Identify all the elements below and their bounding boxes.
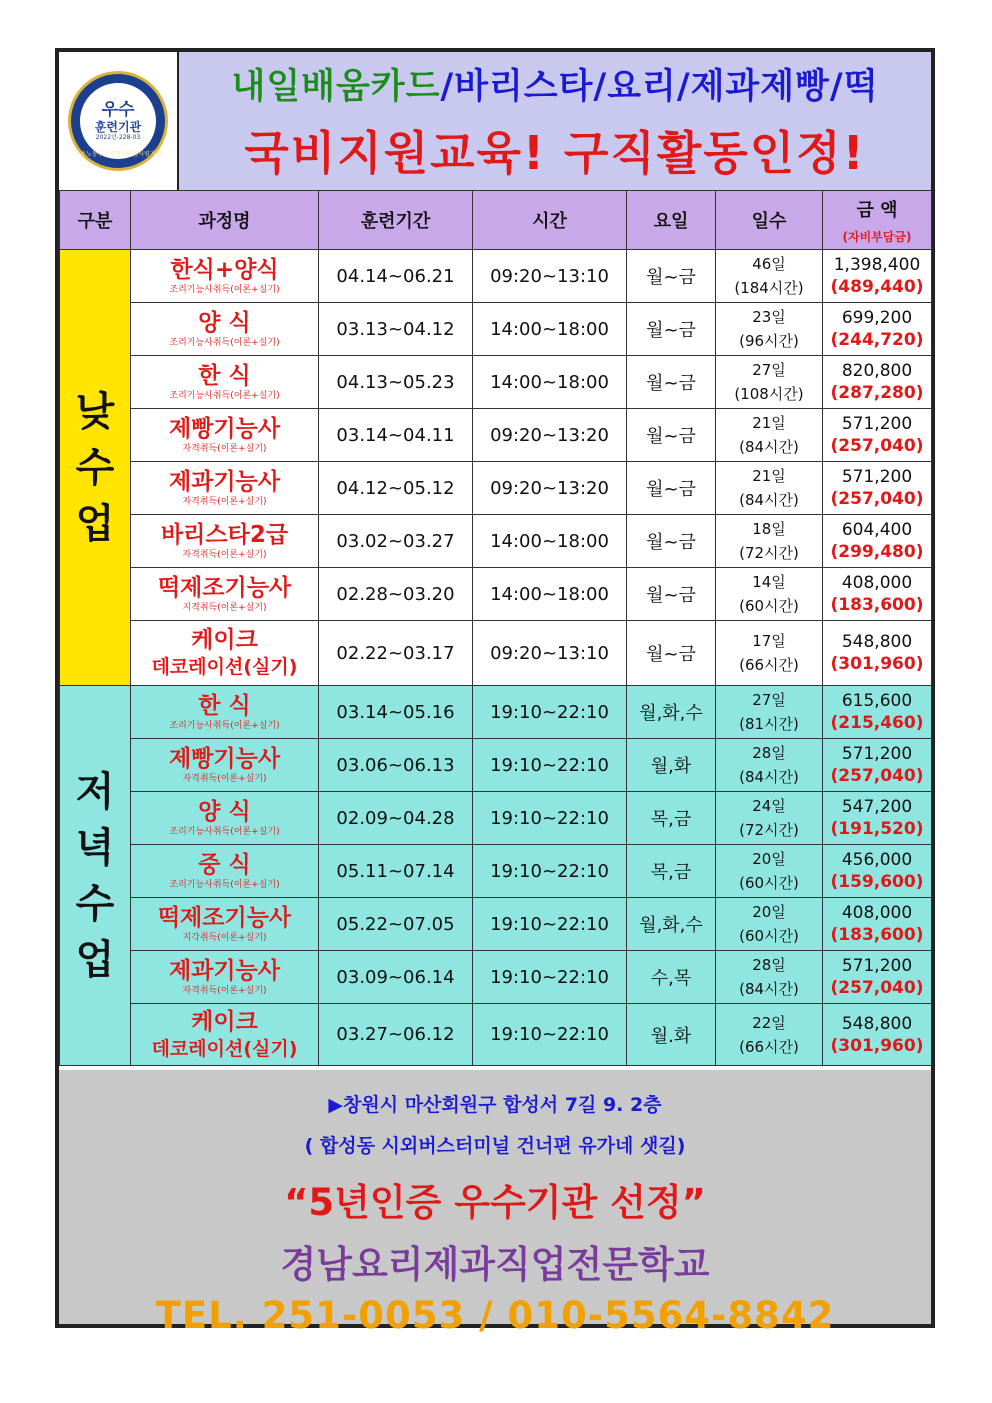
hours-count: (84시간) <box>739 980 799 998</box>
hours-count: (84시간) <box>739 438 799 456</box>
footer <box>59 1070 931 1337</box>
col-amount-label: 금 액 <box>856 199 898 221</box>
title-line1-part2: /바리스타/요리/제과제빵/떡 <box>440 67 879 107</box>
table-row <box>60 409 932 462</box>
days-cell <box>716 739 823 792</box>
course-sub: 조리기능사취득(이론+실기) <box>169 880 280 890</box>
course-sub: 데코레이션(실기) <box>151 656 298 678</box>
amount-total: 820,800 <box>841 361 913 381</box>
days-count: 18일 <box>752 520 786 538</box>
hours-count: (108시간) <box>734 385 804 403</box>
amount-self: (257,040) <box>830 766 924 786</box>
amount-cell <box>823 898 932 951</box>
table-row <box>60 792 932 845</box>
time-cell: 09:20~13:10 <box>473 250 627 303</box>
weekday-cell: 월~금 <box>627 462 716 515</box>
hours-count: (72시간) <box>739 821 799 839</box>
days-cell <box>716 515 823 568</box>
seal-middle: 훈련기관 <box>94 120 142 134</box>
days-count: 46일 <box>752 255 786 273</box>
days-cell <box>716 621 823 686</box>
days-cell <box>716 898 823 951</box>
period-cell: 03.14~04.11 <box>319 409 473 462</box>
weekday-cell: 월~금 <box>627 621 716 686</box>
amount-self: (183,600) <box>830 925 924 945</box>
day-section-label <box>60 250 131 686</box>
days-count: 28일 <box>752 744 786 762</box>
days-cell <box>716 409 823 462</box>
amount-total: 604,400 <box>841 520 913 540</box>
amount-cell <box>823 845 932 898</box>
amount-total: 548,800 <box>841 1013 913 1034</box>
course-name: 제과기능사 <box>168 469 281 495</box>
course-name: 케이크 <box>191 627 258 653</box>
time-cell: 19:10~22:10 <box>473 845 627 898</box>
hours-count: (60시간) <box>739 927 799 945</box>
col-amount-sub: (자비부담금) <box>842 229 912 244</box>
hours-count: (84시간) <box>739 768 799 786</box>
amount-self: (287,280) <box>830 383 924 403</box>
course-name: 제과기능사 <box>168 958 281 984</box>
amount-total: 571,200 <box>841 956 913 976</box>
course-cell <box>131 792 319 845</box>
period-cell: 03.27~06.12 <box>319 1004 473 1066</box>
amount-total: 548,800 <box>841 632 913 652</box>
weekday-cell: 목,금 <box>627 845 716 898</box>
amount-self: (257,040) <box>830 436 924 456</box>
days-cell <box>716 568 823 621</box>
hours-count: (72시간) <box>739 544 799 562</box>
seal-bottom: 고용노동부 | 직업능력심사평가원 <box>74 151 162 158</box>
amount-cell <box>823 568 932 621</box>
amount-self: (257,040) <box>830 489 924 509</box>
time-cell: 14:00~18:00 <box>473 568 627 621</box>
weekday-cell: 월,화,수 <box>627 898 716 951</box>
amount-self: (299,480) <box>830 542 924 562</box>
table-row <box>60 739 932 792</box>
amount-total: 1,398,400 <box>833 255 921 275</box>
eve-section-char: 녁 <box>75 824 115 871</box>
amount-cell <box>823 792 932 845</box>
weekday-cell: 월~금 <box>627 568 716 621</box>
course-name: 제빵기능사 <box>168 746 281 772</box>
course-sub: 조리기능사취득(이론+실기) <box>169 721 280 731</box>
course-name: 중 식 <box>198 852 251 878</box>
days-cell <box>716 792 823 845</box>
time-cell: 09:20~13:20 <box>473 409 627 462</box>
amount-self: (257,040) <box>830 978 924 998</box>
weekday-cell: 월~금 <box>627 303 716 356</box>
course-name: 바리스타2급 <box>160 522 289 548</box>
amount-cell <box>823 686 932 739</box>
course-sub: 자격취득(이론+실기) <box>182 986 267 996</box>
schedule-table <box>59 190 932 1066</box>
logo-box <box>59 52 179 190</box>
table-header-row <box>60 191 932 250</box>
amount-total: 547,200 <box>841 797 913 817</box>
course-sub: 자격취득(이론+실기) <box>182 774 267 784</box>
time-cell: 19:10~22:10 <box>473 1004 627 1066</box>
col-weekday: 요일 <box>627 191 716 250</box>
course-sub: 지격취득(이론+실기) <box>182 603 267 613</box>
eve-section-char: 업 <box>75 936 115 983</box>
time-cell: 19:10~22:10 <box>473 792 627 845</box>
amount-total: 408,000 <box>841 903 913 923</box>
course-cell <box>131 845 319 898</box>
col-time: 시간 <box>473 191 627 250</box>
time-cell: 19:10~22:10 <box>473 951 627 1004</box>
days-count: 20일 <box>752 903 786 921</box>
table-row <box>60 515 932 568</box>
period-cell: 02.28~03.20 <box>319 568 473 621</box>
days-count: 22일 <box>752 1013 786 1032</box>
course-cell <box>131 250 319 303</box>
course-name: 한 식 <box>198 693 251 719</box>
title-line1 <box>232 59 879 109</box>
days-count: 21일 <box>752 467 786 485</box>
weekday-cell: 월,화 <box>627 739 716 792</box>
time-cell: 19:10~22:10 <box>473 686 627 739</box>
amount-self: (215,460) <box>830 713 924 733</box>
weekday-cell: 월,화,수 <box>627 686 716 739</box>
days-count: 24일 <box>752 797 786 815</box>
weekday-cell: 목,금 <box>627 792 716 845</box>
course-cell <box>131 409 319 462</box>
course-sub: 데코레이션(실기) <box>151 1037 298 1060</box>
table-row <box>60 951 932 1004</box>
time-cell: 19:10~22:10 <box>473 898 627 951</box>
hours-count: (66시간) <box>739 1037 799 1056</box>
amount-cell <box>823 739 932 792</box>
period-cell: 03.06~06.13 <box>319 739 473 792</box>
weekday-cell: 월~금 <box>627 250 716 303</box>
days-cell <box>716 951 823 1004</box>
days-cell <box>716 686 823 739</box>
days-count: 21일 <box>752 414 786 432</box>
amount-total: 571,200 <box>841 414 913 434</box>
course-cell <box>131 568 319 621</box>
course-sub: 자격취득(이론+실기) <box>182 444 267 454</box>
course-cell <box>131 739 319 792</box>
amount-cell <box>823 409 932 462</box>
course-name: 케이크 <box>191 1008 258 1035</box>
course-cell <box>131 686 319 739</box>
eve-section-char: 수 <box>75 880 115 927</box>
period-cell: 04.12~05.12 <box>319 462 473 515</box>
days-cell <box>716 250 823 303</box>
eve-section-char: 저 <box>75 768 115 815</box>
course-name: 한 식 <box>198 363 251 389</box>
title-line1-part1: 내일배움카드 <box>231 67 441 107</box>
course-cell <box>131 462 319 515</box>
period-cell: 02.22~03.17 <box>319 621 473 686</box>
days-cell <box>716 303 823 356</box>
days-count: 28일 <box>752 956 786 974</box>
amount-self: (301,960) <box>830 1035 924 1056</box>
amount-total: 456,000 <box>841 850 913 870</box>
amount-cell <box>823 951 932 1004</box>
course-cell <box>131 303 319 356</box>
days-cell <box>716 1004 823 1066</box>
table-row <box>60 462 932 515</box>
telephone: TEL. 251-0053 / 010-5564-8842 <box>155 1294 835 1337</box>
course-cell <box>131 898 319 951</box>
course-cell <box>131 515 319 568</box>
weekday-cell: 수,목 <box>627 951 716 1004</box>
course-name: 양 식 <box>198 310 251 336</box>
course-sub: 조리기능사취득(이론+실기) <box>169 285 280 295</box>
time-cell: 09:20~13:10 <box>473 621 627 686</box>
amount-cell <box>823 515 932 568</box>
course-sub: 조리기능사취득(이론+실기) <box>169 338 280 348</box>
amount-self: (191,520) <box>830 819 924 839</box>
hours-count: (60시간) <box>739 597 799 615</box>
weekday-cell: 월~금 <box>627 409 716 462</box>
col-category: 구분 <box>60 191 131 250</box>
hours-count: (66시간) <box>739 656 799 674</box>
hours-count: (81시간) <box>739 715 799 733</box>
amount-self: (159,600) <box>830 872 924 892</box>
days-count: 17일 <box>752 632 786 650</box>
period-cell: 02.09~04.28 <box>319 792 473 845</box>
excellence-seal-icon <box>68 71 168 171</box>
hours-count: (96시간) <box>739 332 799 350</box>
amount-self: (489,440) <box>830 277 924 297</box>
table-row <box>60 845 932 898</box>
period-cell: 05.22~07.05 <box>319 898 473 951</box>
course-cell <box>131 951 319 1004</box>
col-amount <box>823 191 932 250</box>
table-row <box>60 898 932 951</box>
amount-total: 615,600 <box>841 691 913 711</box>
time-cell: 14:00~18:00 <box>473 356 627 409</box>
days-cell <box>716 356 823 409</box>
slogan: “5년인증 우수기관 선정” <box>284 1181 706 1224</box>
period-cell: 03.13~04.12 <box>319 303 473 356</box>
amount-total: 571,200 <box>841 467 913 487</box>
weekday-cell: 월~금 <box>627 515 716 568</box>
amount-total: 571,200 <box>841 744 913 764</box>
days-count: 20일 <box>752 850 786 868</box>
table-row <box>60 250 932 303</box>
table-row <box>60 686 932 739</box>
period-cell: 05.11~07.14 <box>319 845 473 898</box>
landmark: ( 합성동 시외버스터미널 건너편 유가네 샛길) <box>304 1135 686 1157</box>
col-days: 일수 <box>716 191 823 250</box>
period-cell: 03.02~03.27 <box>319 515 473 568</box>
hours-count: (184시간) <box>734 279 804 297</box>
course-name: 떡제조기능사 <box>157 575 292 601</box>
amount-cell <box>823 462 932 515</box>
course-name: 한식+양식 <box>170 257 279 283</box>
eve-section-label <box>60 686 131 1066</box>
flyer-sheet <box>55 48 935 1337</box>
days-count: 27일 <box>752 691 786 709</box>
time-cell: 14:00~18:00 <box>473 515 627 568</box>
course-cell <box>131 1004 319 1066</box>
school-name: 경남요리제과직업전문학교 <box>280 1243 710 1286</box>
period-cell: 04.14~06.21 <box>319 250 473 303</box>
seal-top: 우수 <box>101 100 135 120</box>
course-sub: 조리기능사취득(이론+실기) <box>169 827 280 837</box>
course-sub: 조리기능사취득(이론+실기) <box>169 391 280 401</box>
amount-self: (301,960) <box>830 654 924 674</box>
amount-cell <box>823 250 932 303</box>
amount-cell <box>823 303 932 356</box>
time-cell: 09:20~13:20 <box>473 462 627 515</box>
days-cell <box>716 462 823 515</box>
title-line2: 국비지원교육! 구직활동인정! <box>244 126 866 180</box>
table-row <box>60 1004 932 1066</box>
period-cell: 03.09~06.14 <box>319 951 473 1004</box>
course-sub: 지각취득(이론+실기) <box>182 933 267 943</box>
hours-count: (60시간) <box>739 874 799 892</box>
day-section-char: 업 <box>75 500 115 547</box>
col-period: 훈련기간 <box>319 191 473 250</box>
course-name: 제빵기능사 <box>168 416 281 442</box>
amount-total: 699,200 <box>841 308 913 328</box>
amount-self: (183,600) <box>830 595 924 615</box>
table-row <box>60 356 932 409</box>
header <box>59 52 931 192</box>
seal-small: 2022년-228-03 <box>95 134 141 141</box>
course-sub: 자격취득(이론+실기) <box>182 550 267 560</box>
time-cell: 19:10~22:10 <box>473 739 627 792</box>
amount-self: (244,720) <box>830 330 924 350</box>
table-row <box>60 621 932 686</box>
period-cell: 04.13~05.23 <box>319 356 473 409</box>
course-name: 떡제조기능사 <box>157 905 292 931</box>
table-row <box>60 303 932 356</box>
days-count: 14일 <box>752 573 786 591</box>
amount-cell <box>823 1004 932 1066</box>
amount-total: 408,000 <box>841 573 913 593</box>
days-cell <box>716 845 823 898</box>
amount-cell <box>823 356 932 409</box>
day-section-char: 수 <box>75 444 115 491</box>
period-cell: 03.14~05.16 <box>319 686 473 739</box>
course-cell <box>131 356 319 409</box>
seal-inner <box>80 83 156 159</box>
address: ▶창원시 마산회원구 합성서 7길 9. 2층 <box>328 1094 662 1116</box>
time-cell: 14:00~18:00 <box>473 303 627 356</box>
days-count: 23일 <box>752 308 786 326</box>
weekday-cell: 월.화 <box>627 1004 716 1066</box>
col-course: 과정명 <box>131 191 319 250</box>
days-count: 27일 <box>752 361 786 379</box>
day-section-char: 낮 <box>75 388 115 435</box>
course-cell <box>131 621 319 686</box>
table-row <box>60 568 932 621</box>
course-name: 양 식 <box>198 799 251 825</box>
hours-count: (84시간) <box>739 491 799 509</box>
course-sub: 자격취득(이론+실기) <box>182 497 267 507</box>
title-box <box>179 52 931 190</box>
weekday-cell: 월~금 <box>627 356 716 409</box>
amount-cell <box>823 621 932 686</box>
